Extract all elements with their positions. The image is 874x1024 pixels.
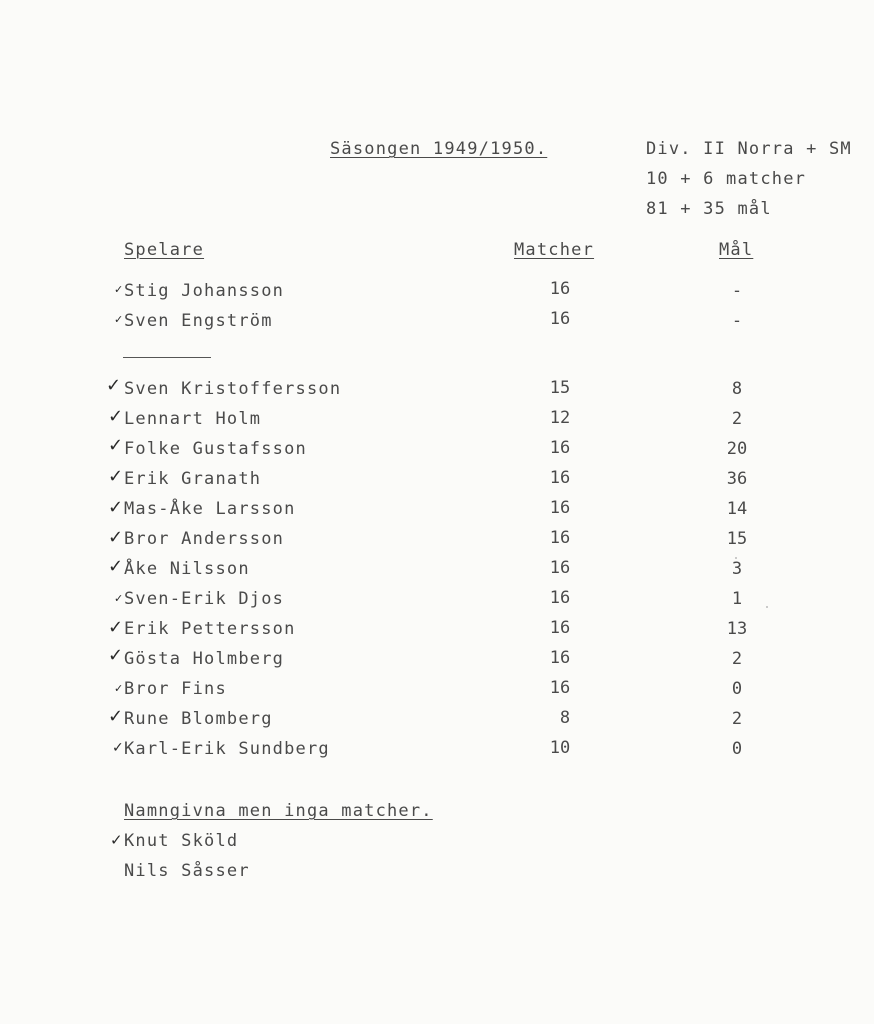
player-goals: 8 [731,379,743,399]
player-name: Bror Andersson [124,529,285,549]
checkmark-icon: ✓ [108,706,124,727]
player-matches: 16 [549,468,571,488]
checkmark-icon: ✓ [112,740,124,756]
player-name: Bror Fins [124,679,227,699]
checkmark-icon: ✓ [108,466,124,487]
player-matches: 16 [549,558,571,578]
paper-speck [735,557,737,559]
player-goals: 0 [731,679,743,699]
player-matches: 16 [549,648,571,668]
player-goals: - [731,311,743,331]
checkmark-icon: ✓ [108,435,124,456]
player-goals: 0 [731,739,743,759]
checkmark-icon: ✓ [110,831,123,849]
player-goals: 20 [726,439,748,459]
player-matches: 16 [549,498,571,518]
player-matches: 16 [549,279,571,299]
column-header-goals: Mål [719,240,754,260]
checkmark-icon: ✓ [108,645,124,666]
player-matches: 10 [549,738,571,758]
checkmark-icon: ✓ [114,283,124,296]
player-name: Knut Sköld [124,831,239,851]
goals-summary: 81 + 35 mål [646,199,772,219]
player-name: Erik Granath [124,469,262,489]
paper-speck [766,606,768,608]
column-header-matches: Matcher [514,240,595,260]
player-goals: 13 [726,619,748,639]
checkmark-icon: ✓ [108,556,124,577]
player-name: Åke Nilsson [124,559,250,579]
player-goals: 15 [726,529,748,549]
player-name: Mas-Åke Larsson [124,499,296,519]
player-name: Stig Johansson [124,281,285,301]
player-matches: 12 [549,408,571,428]
player-matches: 16 [549,309,571,329]
player-matches: 16 [549,438,571,458]
player-goals: 2 [731,709,743,729]
checkmark-icon: ✓ [108,527,124,548]
player-name: Nils Såsser [124,861,250,881]
player-name: Sven Engström [124,311,273,331]
season-title: Säsongen 1949/1950. [330,139,548,159]
column-header-player: Spelare [124,240,205,260]
checkmark-icon: ✓ [108,617,124,638]
player-matches: 16 [549,528,571,548]
player-matches: 16 [549,618,571,638]
player-goals: - [731,281,743,301]
named-no-matches-heading: Namngivna men inga matcher. [124,801,433,821]
player-name: Sven Kristoffersson [124,379,342,399]
player-goals: 3 [731,559,743,579]
checkmark-icon: ✓ [114,313,124,326]
player-name: Karl-Erik Sundberg [124,739,330,759]
player-name: Gösta Holmberg [124,649,285,669]
player-name: Erik Pettersson [124,619,296,639]
player-goals: 2 [731,409,743,429]
checkmark-icon: ✓ [114,592,124,605]
checkmark-icon: ✓ [108,497,124,518]
player-matches: 16 [549,678,571,698]
player-name: Sven-Erik Djos [124,589,285,609]
player-matches: 16 [549,588,571,608]
checkmark-icon: ✓ [114,682,124,695]
player-name: Rune Blomberg [124,709,273,729]
player-name: Lennart Holm [124,409,262,429]
checkmark-icon: ✓ [106,375,122,396]
player-goals: 1 [731,589,743,609]
division-label: Div. II Norra + SM [646,139,852,159]
matches-summary: 10 + 6 matcher [646,169,807,189]
player-goals: 36 [726,469,748,489]
player-name: Folke Gustafsson [124,439,307,459]
checkmark-icon: ✓ [108,406,124,427]
player-matches: 8 [559,708,571,728]
section-divider [123,357,211,358]
player-goals: 2 [731,649,743,669]
player-goals: 14 [726,499,748,519]
player-matches: 15 [549,378,571,398]
